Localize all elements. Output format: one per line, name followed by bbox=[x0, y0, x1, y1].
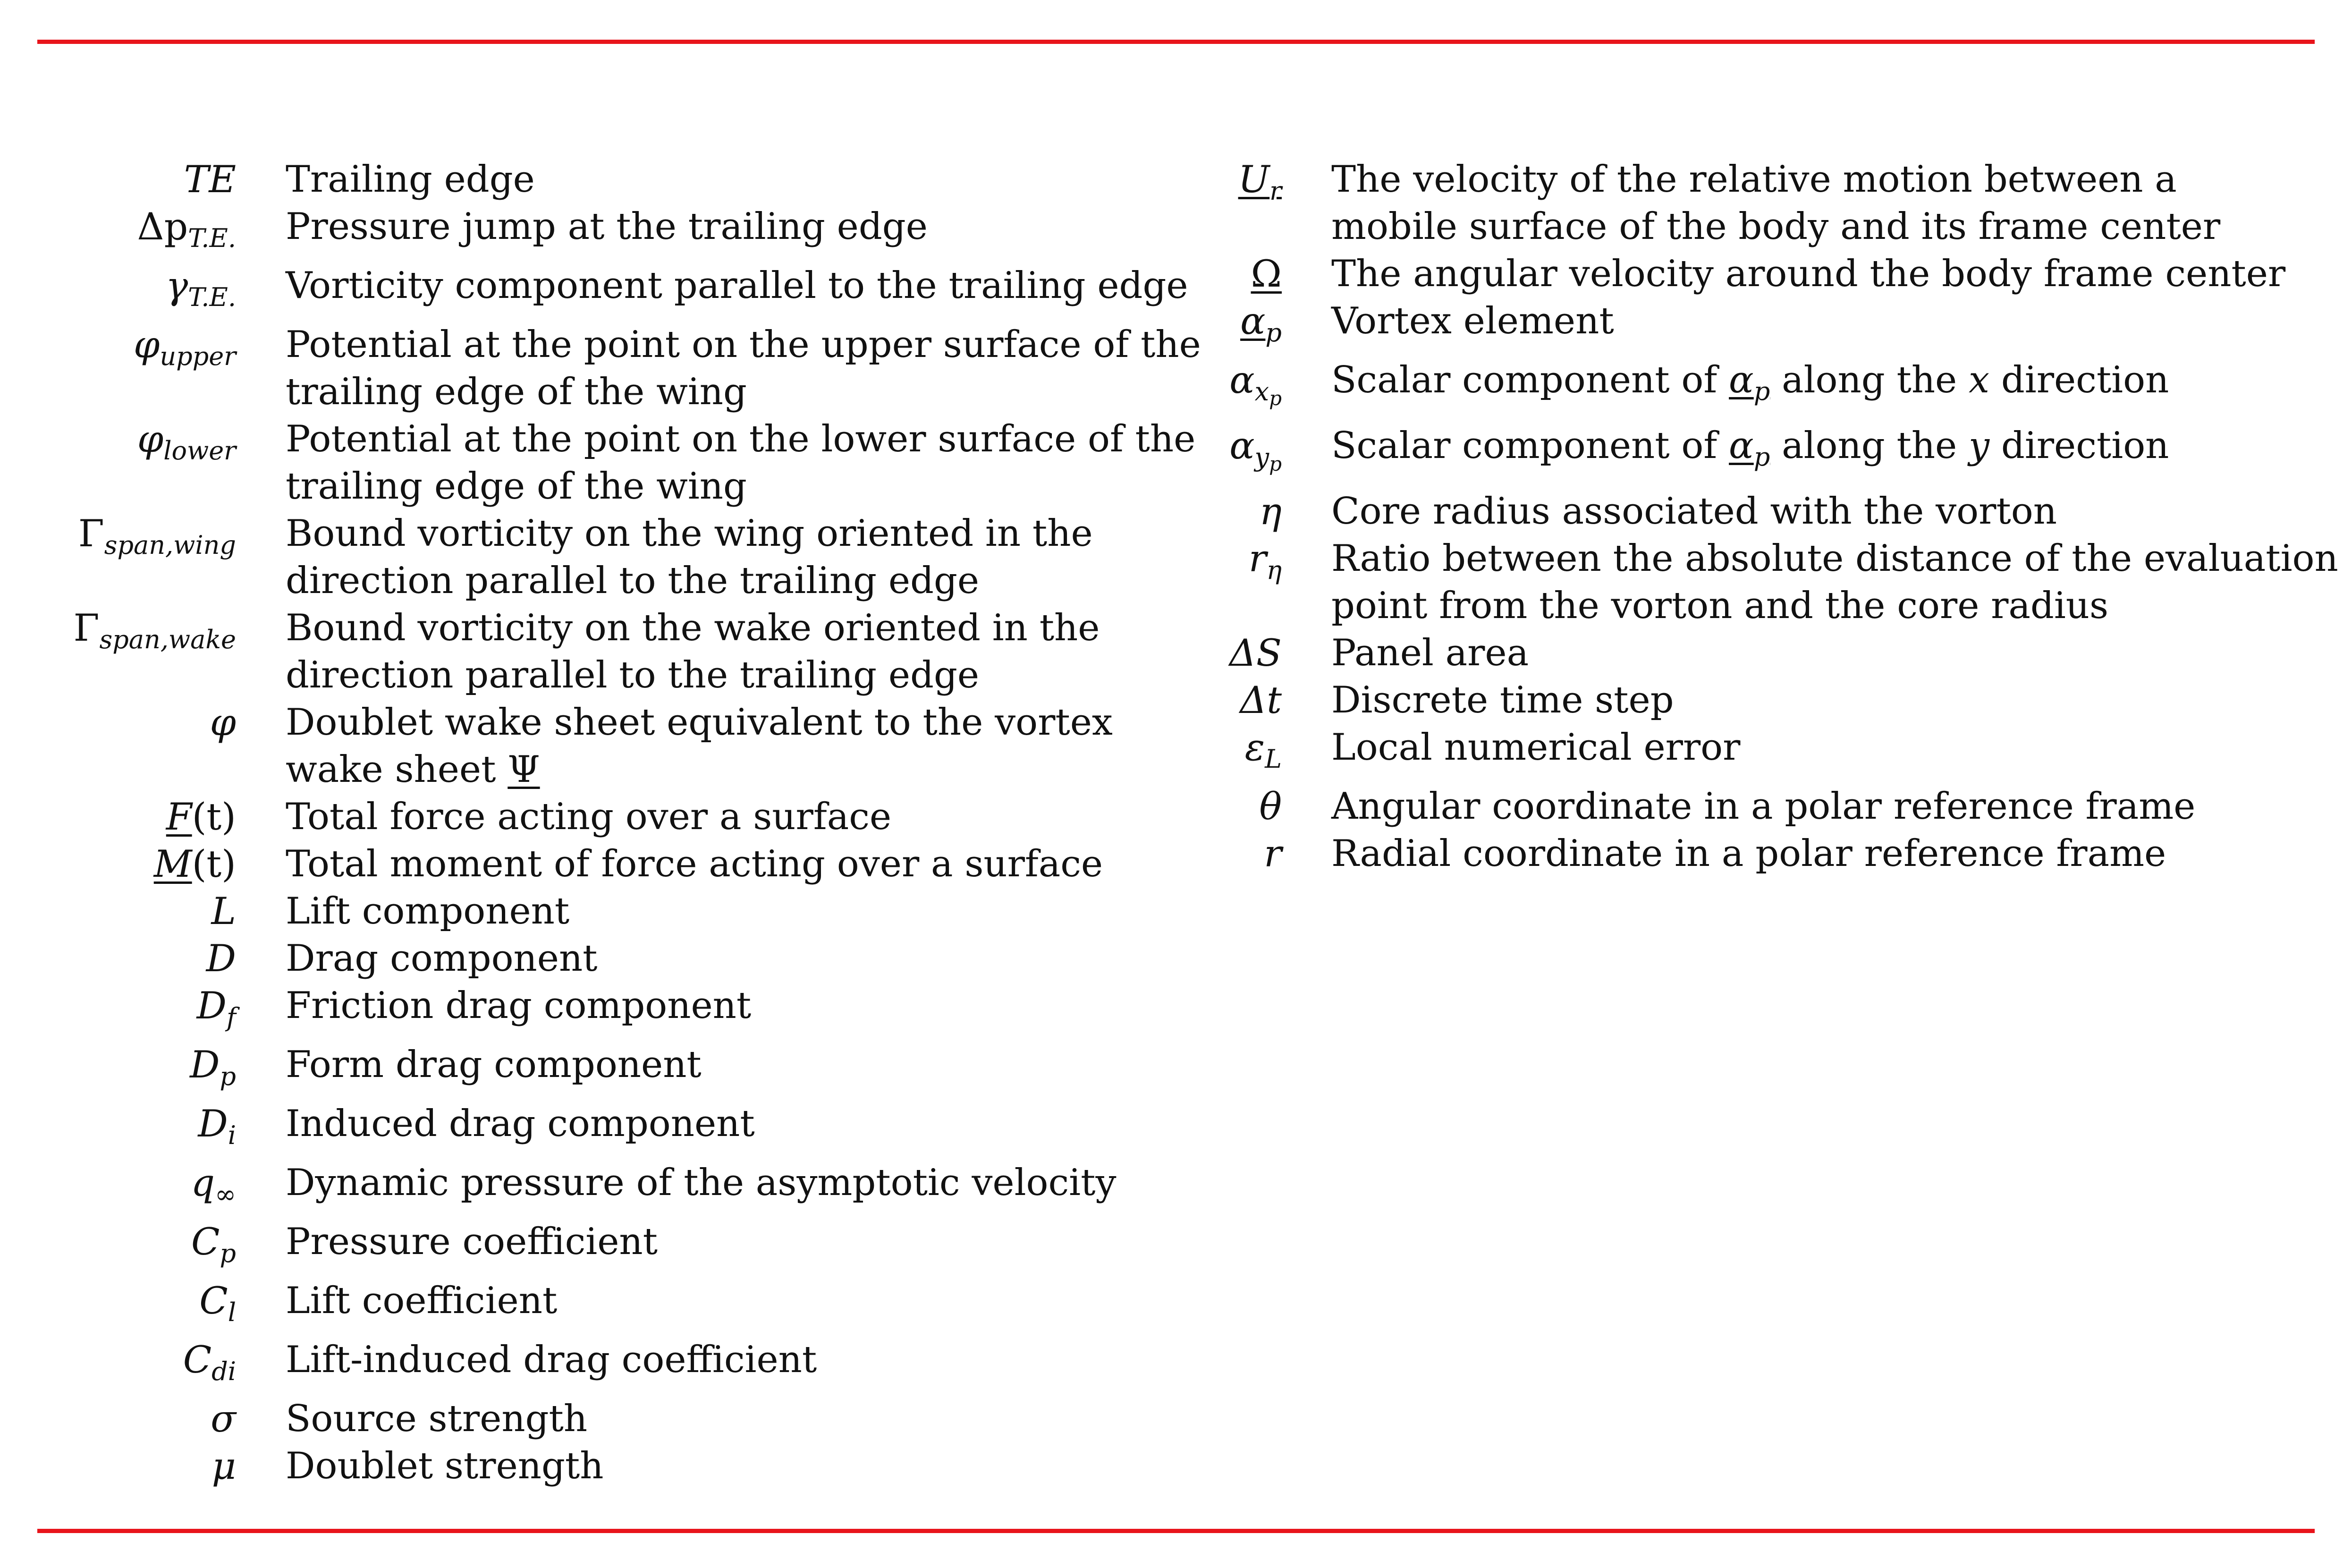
description: Dynamic pressure of the asymptotic velocity bbox=[286, 1161, 1117, 1204]
symbol: $\gamma_{T.E.}$ bbox=[165, 264, 236, 312]
entry-alpha-y bbox=[1176, 422, 2346, 488]
entry-form-drag bbox=[0, 1041, 1180, 1100]
description: Form drag component bbox=[286, 1043, 702, 1086]
entry-panel-area bbox=[1176, 629, 2346, 677]
symbol: $D_p$ bbox=[190, 1043, 236, 1091]
symbol: F(t) bbox=[166, 795, 236, 839]
description: Total force acting over a surface bbox=[286, 796, 892, 838]
description: Radial coordinate in a polar reference frame bbox=[1331, 832, 2166, 875]
symbol: ΔS bbox=[1229, 631, 1282, 675]
symbol: r bbox=[1264, 832, 1282, 875]
description: Pressure coefficient bbox=[286, 1220, 658, 1263]
entry-drag bbox=[0, 935, 1180, 982]
description: Drag component bbox=[286, 937, 598, 980]
entry-dynamic-pressure bbox=[0, 1159, 1180, 1218]
entry-phi-lower bbox=[0, 415, 1196, 510]
bottom-rule bbox=[37, 1529, 2315, 1533]
description: Pressure jump at the trailing edge bbox=[286, 205, 928, 248]
symbol: M(t) bbox=[153, 842, 236, 886]
description: Doublet strength bbox=[286, 1445, 604, 1487]
symbol: μ bbox=[212, 1444, 236, 1488]
description: The angular velocity around the body frame center bbox=[1331, 253, 2286, 295]
symbol: $\Gamma_{span,wing}$ bbox=[78, 512, 236, 560]
symbol: $U_r$ bbox=[1238, 158, 1282, 206]
entry-gamma-te bbox=[0, 262, 1188, 321]
entry-angular-coordinate bbox=[1176, 783, 2346, 830]
entry-pressure-coefficient bbox=[0, 1218, 1180, 1277]
symbol: $q_\infty$ bbox=[191, 1161, 236, 1209]
entry-force bbox=[0, 793, 1180, 840]
entry-relative-velocity bbox=[1176, 156, 2346, 250]
symbol: $\Gamma_{span,wake}$ bbox=[73, 606, 236, 654]
entry-phi-upper bbox=[0, 321, 1201, 415]
description: Source strength bbox=[286, 1398, 588, 1440]
entry-core-radius bbox=[1176, 488, 2346, 535]
description: Induced drag component bbox=[286, 1102, 755, 1145]
entry-gamma-span-wake bbox=[0, 604, 1180, 699]
entry-source-strength bbox=[0, 1395, 1180, 1442]
entry-radius-ratio bbox=[1176, 535, 2346, 629]
symbol: $\Delta p_{T.E.}$ bbox=[137, 205, 236, 253]
entry-gamma-span-wing bbox=[0, 510, 1180, 604]
entry-induced-drag-coefficient bbox=[0, 1336, 1180, 1395]
description: Local numerical error bbox=[1331, 726, 1741, 769]
entry-delta-p-te bbox=[0, 203, 1180, 262]
description: Lift-induced drag coefficient bbox=[286, 1339, 817, 1381]
symbol: $\varphi_{upper}$ bbox=[133, 323, 236, 371]
symbol: $\alpha_{xp}$ bbox=[1229, 358, 1282, 410]
description: Discrete time step bbox=[1331, 679, 1674, 721]
description: The velocity of the relative motion between a mobile surface of the body and its frame center bbox=[1331, 158, 2221, 248]
top-rule bbox=[37, 40, 2315, 44]
entry-angular-velocity bbox=[1176, 250, 2346, 297]
symbol: $\varphi_{lower}$ bbox=[137, 417, 236, 466]
symbol: $r_\eta$ bbox=[1248, 537, 1282, 585]
description: Lift coefficient bbox=[286, 1280, 558, 1322]
description: Panel area bbox=[1331, 632, 1529, 674]
description: Doublet wake sheet equivalent to the vortex wake sheet Ψ bbox=[286, 701, 1113, 791]
description: Total moment of force acting over a surface bbox=[286, 843, 1103, 885]
symbol: $\alpha_{yp}$ bbox=[1229, 424, 1282, 475]
symbol: L bbox=[211, 890, 236, 933]
symbol: $\alpha_p$ bbox=[1240, 299, 1282, 348]
symbol: TE bbox=[184, 158, 236, 201]
description: Bound vorticity on the wing oriented in the direction parallel to the trailing edge bbox=[286, 512, 1093, 602]
description: Trailing edge bbox=[286, 158, 535, 201]
symbol: $\varepsilon_L$ bbox=[1244, 726, 1282, 774]
entry-te bbox=[0, 156, 1180, 203]
nomenclature-left-column bbox=[0, 156, 1201, 1490]
description: Friction drag component bbox=[286, 984, 752, 1027]
entry-vortex-element bbox=[1176, 297, 2346, 356]
description: Scalar component of $\alpha_p$ along the y direction bbox=[1331, 424, 2169, 472]
nomenclature-right-column bbox=[1176, 156, 2346, 877]
description: Scalar component of $\alpha_p$ along the x direction bbox=[1331, 359, 2169, 406]
entry-radial-coordinate bbox=[1176, 830, 2346, 877]
description: Bound vorticity on the wake oriented in the direction parallel to the trailing edge bbox=[286, 607, 1100, 696]
description: Vorticity component parallel to the trailing edge bbox=[286, 264, 1188, 307]
symbol: $C_l$ bbox=[199, 1279, 236, 1327]
description: Angular coordinate in a polar reference frame bbox=[1331, 785, 2196, 828]
symbol: Ω bbox=[1251, 252, 1282, 296]
description: Potential at the point on the upper surface of the trailing edge of the wing bbox=[286, 323, 1201, 413]
entry-alpha-x bbox=[1176, 356, 2346, 422]
entry-lift-coefficient bbox=[0, 1277, 1180, 1336]
symbol: σ bbox=[211, 1397, 236, 1441]
description: Vortex element bbox=[1331, 300, 1614, 342]
entry-moment bbox=[0, 840, 1180, 888]
symbol: D bbox=[206, 937, 236, 980]
entry-induced-drag bbox=[0, 1100, 1180, 1159]
symbol: φ bbox=[210, 701, 236, 744]
symbol: Δt bbox=[1240, 678, 1282, 722]
description: Core radius associated with the vorton bbox=[1331, 490, 2057, 533]
psi-symbol: Ψ bbox=[508, 748, 540, 791]
entry-doublet-strength bbox=[0, 1442, 1180, 1490]
entry-time-step bbox=[1176, 677, 2346, 724]
symbol: $D_f$ bbox=[196, 984, 236, 1032]
symbol: $D_i$ bbox=[198, 1102, 236, 1150]
entry-friction-drag bbox=[0, 982, 1180, 1041]
entry-lift bbox=[0, 888, 1180, 935]
entry-varphi bbox=[0, 699, 1180, 793]
entry-numerical-error bbox=[1176, 724, 2346, 783]
symbol: $C_p$ bbox=[191, 1220, 236, 1268]
description: Lift component bbox=[286, 890, 570, 932]
symbol: η bbox=[1259, 490, 1282, 533]
symbol: θ bbox=[1259, 785, 1282, 828]
symbol: $C_{di}$ bbox=[183, 1338, 236, 1386]
description: Ratio between the absolute distance of the evaluation point from the vorton and the core radius bbox=[1331, 537, 2338, 627]
description: Potential at the point on the lower surface of the trailing edge of the wing bbox=[286, 418, 1196, 508]
